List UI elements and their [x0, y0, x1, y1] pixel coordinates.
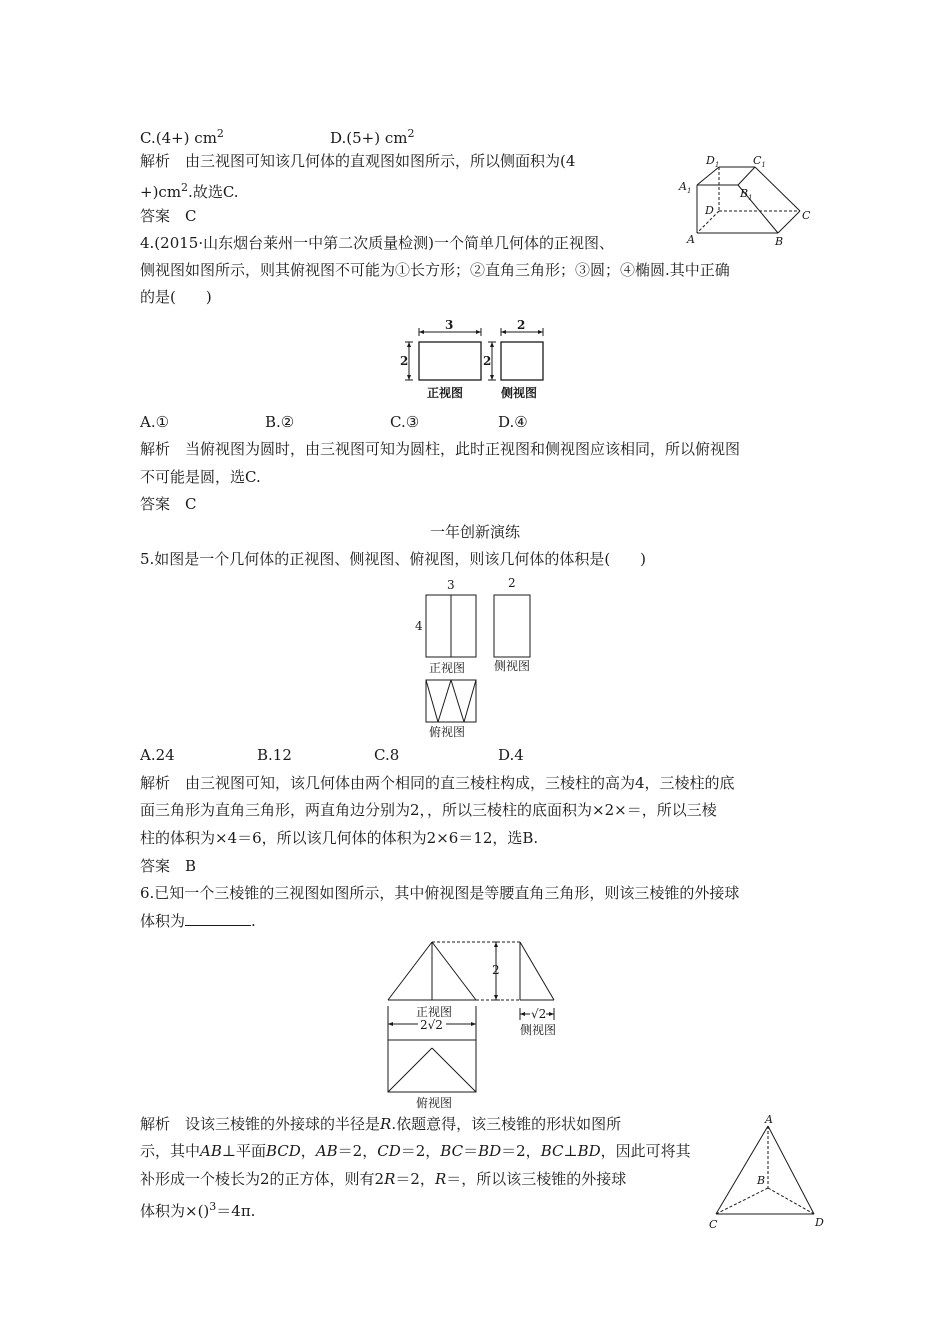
- q4-side-caption: 侧视图: [501, 386, 538, 400]
- q3-option-d: D.(5+) $cm^2$: [330, 127, 415, 147]
- q4-analysis-line2: 不可能是圆，选C.: [140, 468, 261, 486]
- q3-analysis-line2: $+)cm^2$.故选C.: [140, 181, 239, 201]
- q4-front-width: 3: [445, 318, 454, 332]
- q5-front-height: 4: [415, 619, 423, 633]
- q5-side-caption: 侧视图: [494, 659, 531, 673]
- q6-front-width-label: 2√2: [420, 1018, 443, 1032]
- q6-analysis-line3: 补形成一个棱长为2的正方体，则有2R＝2，R＝，所以该三棱锥的外接球: [140, 1170, 627, 1188]
- q6-side-width-label: √2: [531, 1007, 547, 1021]
- q6-label-b: B: [757, 1174, 766, 1187]
- q4-option-c: C.③: [390, 413, 420, 431]
- q4-stem-line2: 侧视图如图所示，则其俯视图不可能为①长方形；②直角三角形；③圆；④椭圆.其中正确: [140, 261, 730, 279]
- q5-analysis-line2: 面三角形为直角三角形，两直角边分别为2，，所以三棱柱的底面积为×2×＝，所以三棱: [140, 801, 717, 819]
- q3-label-d: D: [705, 204, 714, 217]
- q6-stem-line2: 体积为 .: [140, 912, 256, 930]
- q4-option-d: D.④: [498, 413, 528, 431]
- q6-analysis-line1: 解析 设该三棱锥的外接球的半径是R.依题意得，该三棱锥的形状如图所: [140, 1115, 622, 1133]
- q6-top-caption: 俯视图: [416, 1096, 453, 1110]
- q6-label-d: D: [815, 1216, 824, 1229]
- q6-side-caption: 侧视图: [520, 1023, 557, 1037]
- q4-stem-line3: 的是( ): [140, 288, 212, 306]
- q3-label-a: A: [687, 233, 695, 246]
- q6-tetrahedron-figure: [706, 1112, 836, 1236]
- q4-views-figure: [398, 318, 553, 402]
- q6-front-caption: 正视图: [416, 1005, 453, 1019]
- q4-stem-line1: 4.(2015·山东烟台莱州一中第二次质量检测)一个简单几何体的正视图、: [140, 234, 614, 252]
- q5-stem: 5.如图是一个几何体的正视图、侧视图、俯视图，则该几何体的体积是( ): [140, 550, 647, 568]
- q3-label-a1: $A_1$: [679, 180, 692, 195]
- q5-answer: 答案 B: [140, 857, 197, 875]
- q5-option-a: A.24: [140, 746, 175, 764]
- q6-label-c: C: [709, 1218, 718, 1231]
- q3-analysis-line1: 解析 由三视图可知该几何体的直观图如图所示，所以侧面积为(4: [140, 152, 576, 170]
- q5-front-width: 3: [447, 578, 455, 592]
- q5-top-caption: 俯视图: [429, 725, 466, 739]
- q3-option-c: C.(4+) $cm^2$: [140, 127, 224, 147]
- q6-answer-blank[interactable]: [185, 911, 251, 926]
- q4-answer: 答案 C: [140, 495, 197, 513]
- q5-side-width: 2: [508, 576, 516, 590]
- q5-analysis-line1: 解析 由三视图可知，该几何体由两个相同的直三棱柱构成，三棱柱的高为4，三棱柱的底: [140, 774, 735, 792]
- q5-option-d: D.4: [498, 746, 524, 764]
- q3-label-b: B: [775, 235, 784, 248]
- q4-front-height: 2: [400, 354, 409, 368]
- q4-front-caption: 正视图: [427, 386, 464, 400]
- q4-option-a: A.①: [140, 413, 170, 431]
- q6-label-a: A: [765, 1113, 773, 1126]
- q4-analysis-line1: 解析 当俯视图为圆时，由三视图可知为圆柱，此时正视图和侧视图应该相同，所以俯视图: [140, 440, 741, 458]
- q5-views-figure: [410, 574, 540, 740]
- q3-prism-figure: [675, 150, 815, 250]
- section-title: 一年创新演练: [429, 523, 520, 541]
- q5-option-c: C.8: [374, 746, 400, 764]
- q4-option-b: B.②: [265, 413, 295, 431]
- q6-stem-line1: 6.已知一个三棱锥的三视图如图所示，其中俯视图是等腰直角三角形，则该三棱锥的外接球: [140, 884, 740, 902]
- q4-side-height: 2: [483, 354, 492, 368]
- q3-label-d1: $D_1$: [706, 154, 720, 169]
- q4-side-width: 2: [517, 318, 526, 332]
- q6-analysis-line2: 示，其中AB⊥平面BCD，AB＝2，CD＝2，BC＝BD＝2，BC⊥BD，因此可将其: [140, 1142, 691, 1160]
- q5-option-b: B.12: [257, 746, 292, 764]
- q6-analysis-line4: 体积为×()$^3$＝4π.: [140, 1200, 256, 1220]
- q3-label-b1: $B_1$: [740, 187, 753, 202]
- q3-label-c: C: [802, 209, 811, 222]
- q6-height-label: 2: [492, 963, 500, 977]
- q3-label-c1: $C_1$: [753, 154, 766, 169]
- q6-views-figure: [384, 936, 566, 1110]
- q3-answer: 答案 C: [140, 207, 197, 225]
- q5-analysis-line3: 柱的体积为×4＝6，所以该几何体的体积为2×6＝12，选B.: [140, 829, 539, 847]
- q5-front-caption: 正视图: [429, 661, 466, 675]
